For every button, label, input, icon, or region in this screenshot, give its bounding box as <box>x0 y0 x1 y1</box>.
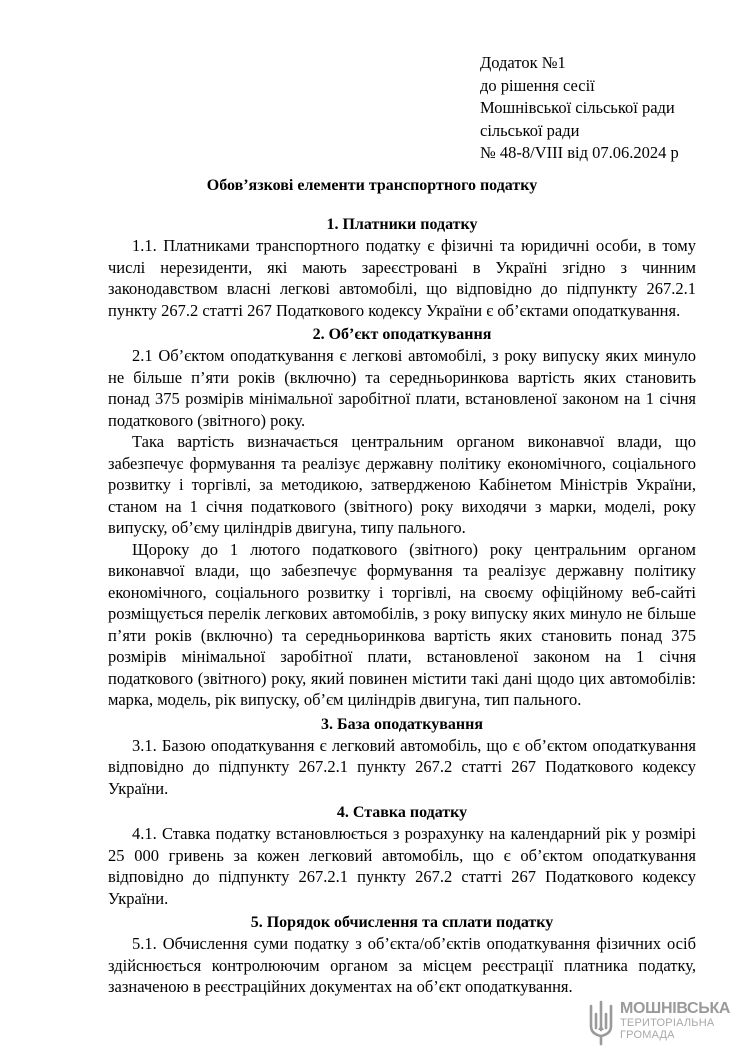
paragraph: Така вартість визначається центральним органом виконавчої влади, що забезпечує формування та реалізує державну політику економічного, соціального розвитку і торгівлі, за методикою, затвердженою Кабінетом Міністрів України, станом на 1 січня податкового (звітного) року виходячи з марки, моделі, року випуску, об’єму циліндрів двигуна, типу пального. <box>108 432 696 537</box>
section-heading: 4. Ставка податку <box>336 804 468 821</box>
section-rate <box>108 802 696 909</box>
community-logo <box>587 1000 737 1046</box>
paragraph: 2.1 Об’єктом оподаткування є легкові автомобілі, з року випуску яких минуло не більше п’яти років (включно) та середньоринкова вартість яких становить понад 375 розмірів мінімальної заробітної плати, встановленої законом на 1 січня податкового (звітного) року. <box>108 346 696 430</box>
paragraph: 1.1. Платниками транспортного податку є фізичні та юридичні особи, в тому числі нерезиденти, які мають зареєстровані в Україні згідно з чинним законодавством власні легкові автомобілі, що відповідно до підпункту 267.2.1 пункту 267.2 статті 267 Податкового кодексу України є об’єктами оподаткування. <box>108 236 696 320</box>
section-procedure <box>108 912 696 998</box>
section-base <box>108 714 696 800</box>
section-heading: 3. База оподаткування <box>320 715 484 733</box>
logo-subtitle: ГРОМАДА <box>620 1029 675 1041</box>
paragraph: 3.1. Базою оподаткування є легковий автомобіль, що є об’єктом оподаткування відповідно до підпункту 267.2.1 пункту 267.2 статті 267 Податкового кодексу України. <box>108 735 696 798</box>
appendix-line: сільської ради <box>480 120 580 140</box>
section-heading: 1. Платники податку <box>326 216 478 233</box>
document-title: Обов’язкові елементи транспортного податку <box>206 177 538 194</box>
section-payers <box>108 214 696 321</box>
document-body <box>108 214 696 998</box>
paragraph: 5.1. Обчислення суми податку з об’єкта/об’єктів оподаткування фізичних осіб здійснюється контролюючим органом за місцем реєстрації платника податку, зазначеною в реєстраційних документах на об’єкт оподаткування. <box>108 934 696 996</box>
trident-icon <box>587 1000 615 1046</box>
section-heading: 5. Порядок обчислення та сплати податку <box>250 914 554 931</box>
paragraph: Щороку до 1 лютого податкового (звітного) року центральним органом виконавчої влади, що забезпечує формування та реалізує державну політику економічного, соціального розвитку і торгівлі, на своєму офіційному веб-сайті розміщується перелік легкових автомобілів, з року випуску яких минуло не більше п’яти років (включно) та середньоринкова вартість яких становить понад 375 розмірів мінімальної заробітної плати, встановленої законом на 1 січня податкового (звітного) року, який повинен містити такі дані щодо цих автомобілів: марка, модель, рік випуску, об’єм циліндрів двигуна, тип пального. <box>108 539 696 709</box>
logo-subtitle: ТЕРИТОРІАЛЬНА <box>620 1017 715 1029</box>
paragraph: 4.1. Ставка податку встановлюється з розрахунку на календарний рік у розмірі 25 000 гривень за кожен легковий автомобіль, що є об’єктом оподаткування відповідно до підпункту 267.2.1 пункту 267.2 статті 267 Податкового кодексу України. <box>108 824 696 908</box>
section-object <box>108 324 696 711</box>
logo-name: МОШНІВСЬКА <box>620 1000 731 1017</box>
appendix-line: до рішення сесії <box>480 75 595 95</box>
appendix-block <box>480 52 679 165</box>
appendix-line: Додаток №1 <box>480 53 566 72</box>
section-heading: 2. Об’єкт оподаткування <box>312 326 492 343</box>
appendix-line: № 48-8/VIII від 07.06.2024 р <box>480 143 679 162</box>
appendix-line: Мошнівської сільської ради <box>480 98 675 117</box>
